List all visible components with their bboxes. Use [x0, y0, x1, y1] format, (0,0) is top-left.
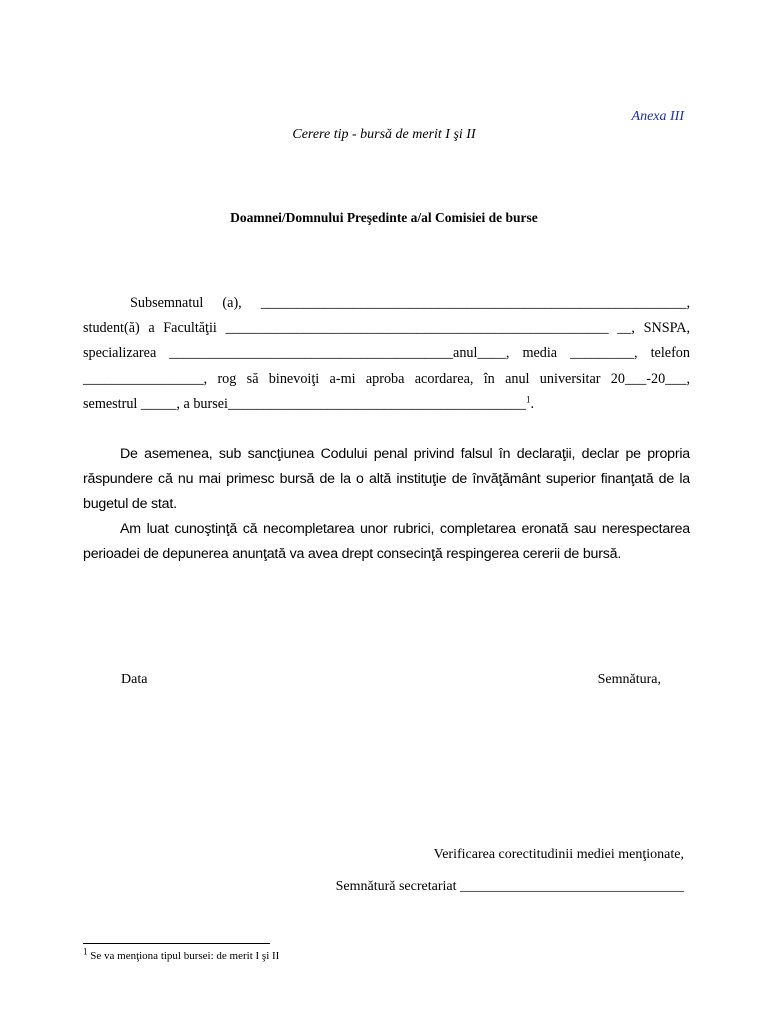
semester-text: semestrul _____, a bursei__________________________________________ — [83, 396, 526, 412]
form-line-specialization: specializarea ________________________________________anul____, media _________, telefon — [83, 345, 690, 361]
declaration-line-3: bugetul de stat. — [83, 496, 177, 512]
acknowledgement-line-1: Am luat cunoştinţă că necompletarea unor rubrici, completarea eronată sau nerespectarea — [120, 521, 690, 537]
declaration-line-1: De asemenea, sub sancţiunea Codului penal privind falsul în declaraţii, declar pe propria — [120, 446, 690, 462]
date-label: Data — [121, 672, 148, 687]
footnote — [83, 946, 280, 962]
declaration-line-2: răspundere că nu mai primesc bursă de la o altă instituţie de învăţământ superior finanţată de la — [83, 471, 690, 487]
footnote-text: Se va menţiona tipul bursei: de merit I şi II — [90, 950, 280, 962]
signature-label: Semnătura, — [597, 672, 661, 687]
addressee-heading: Doamnei/Domnului Preşedinte a/al Comisiei de burse — [230, 210, 538, 225]
form-line-semester — [83, 396, 690, 413]
footnote-divider — [83, 943, 270, 944]
form-line-name: Subsemnatul (a), ____________________________________________________________, — [130, 295, 690, 311]
form-line-faculty: student(ă) a Facultăţii ______________________________________________________ __, SNSPA, — [83, 320, 690, 336]
form-line-request: _________________, rog să binevoiţi a-mi aproba acordarea, în anul universitar 20___-20___, — [83, 371, 690, 387]
annex-label: Anexa III — [631, 109, 684, 124]
secretary-signature-line: Semnătură secretariat ________________________________ — [335, 879, 684, 894]
footnote-number: 1 — [83, 946, 88, 957]
footnote-marker: 1 — [525, 394, 531, 405]
acknowledgement-line-2: perioadei de depunerea anunţată va avea drept consecinţă respingerea cererii de bursă. — [83, 546, 622, 562]
document-subtitle — [0, 127, 768, 143]
line-end: . — [530, 396, 534, 412]
subtitle-text: Cerere tip - bursă de merit I şi II — [292, 127, 476, 142]
verification-text: Verificarea corectitudinii mediei menţionate, — [433, 847, 684, 862]
